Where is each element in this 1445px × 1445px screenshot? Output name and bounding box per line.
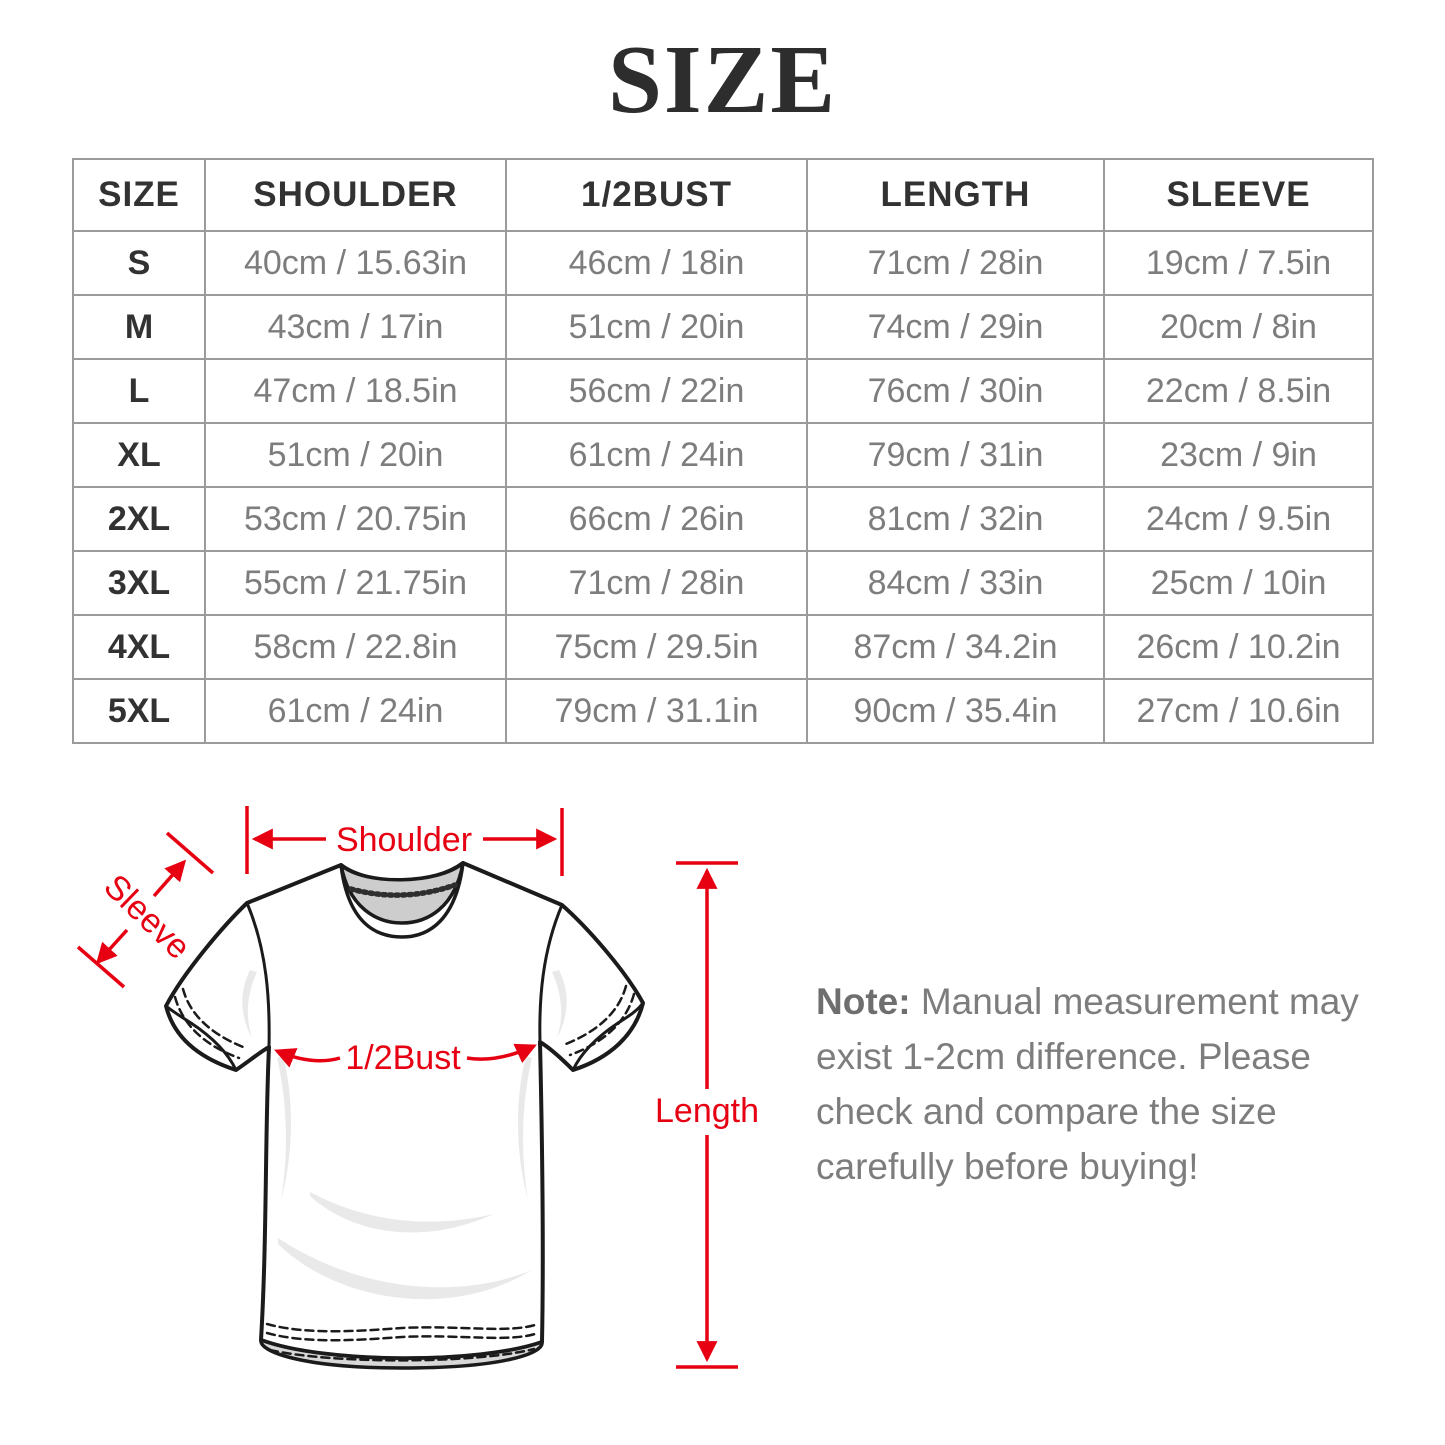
note bbox=[816, 974, 1376, 1194]
column-header-sleeve: SLEEVE bbox=[1104, 159, 1373, 231]
shoulder-label: Shoulder bbox=[335, 821, 473, 859]
table-row bbox=[73, 231, 1373, 295]
size-cell: 3XL bbox=[73, 551, 205, 615]
tshirt-graphic bbox=[166, 863, 643, 1368]
sleeve-label: Sleeve bbox=[96, 867, 198, 967]
sleeve-arrow-upper bbox=[154, 862, 184, 896]
value-cell: 46cm / 18in bbox=[506, 231, 807, 295]
table-header-row bbox=[73, 159, 1373, 231]
size-cell: XL bbox=[73, 423, 205, 487]
value-cell: 51cm / 20in bbox=[205, 423, 506, 487]
table-row bbox=[73, 359, 1373, 423]
size-cell: 5XL bbox=[73, 679, 205, 743]
page-title: SIZE bbox=[607, 26, 838, 133]
tshirt-size-diagram bbox=[70, 800, 780, 1430]
table-row bbox=[73, 295, 1373, 359]
column-header-shoulder: SHOULDER bbox=[205, 159, 506, 231]
note-label: Note: bbox=[816, 981, 911, 1022]
value-cell: 55cm / 21.75in bbox=[205, 551, 506, 615]
value-cell: 87cm / 34.2in bbox=[807, 615, 1104, 679]
value-cell: 53cm / 20.75in bbox=[205, 487, 506, 551]
value-cell: 56cm / 22in bbox=[506, 359, 807, 423]
size-cell: L bbox=[73, 359, 205, 423]
value-cell: 75cm / 29.5in bbox=[506, 615, 807, 679]
value-cell: 23cm / 9in bbox=[1104, 423, 1373, 487]
tshirt-image bbox=[70, 800, 780, 1430]
value-cell: 25cm / 10in bbox=[1104, 551, 1373, 615]
size-cell: 4XL bbox=[73, 615, 205, 679]
value-cell: 43cm / 17in bbox=[205, 295, 506, 359]
size-cell: 2XL bbox=[73, 487, 205, 551]
column-header-half-bust: 1/2BUST bbox=[506, 159, 807, 231]
table-row bbox=[73, 679, 1373, 743]
table-row bbox=[73, 551, 1373, 615]
column-header-size: SIZE bbox=[73, 159, 205, 231]
value-cell: 19cm / 7.5in bbox=[1104, 231, 1373, 295]
value-cell: 76cm / 30in bbox=[807, 359, 1104, 423]
value-cell: 71cm / 28in bbox=[506, 551, 807, 615]
value-cell: 47cm / 18.5in bbox=[205, 359, 506, 423]
half-bust-label: 1/2Bust bbox=[345, 1039, 461, 1077]
value-cell: 84cm / 33in bbox=[807, 551, 1104, 615]
size-cell: S bbox=[73, 231, 205, 295]
column-header-length: LENGTH bbox=[807, 159, 1104, 231]
length-label: Length bbox=[655, 1092, 759, 1130]
sleeve-tick-lower bbox=[78, 947, 124, 987]
value-cell: 81cm / 32in bbox=[807, 487, 1104, 551]
value-cell: 26cm / 10.2in bbox=[1104, 615, 1373, 679]
length-measure bbox=[655, 863, 759, 1367]
table-row bbox=[73, 615, 1373, 679]
value-cell: 20cm / 8in bbox=[1104, 295, 1373, 359]
value-cell: 79cm / 31.1in bbox=[506, 679, 807, 743]
shoulder-measure bbox=[247, 806, 562, 876]
value-cell: 74cm / 29in bbox=[807, 295, 1104, 359]
table-row bbox=[73, 423, 1373, 487]
value-cell: 24cm / 9.5in bbox=[1104, 487, 1373, 551]
note-text: Manual measurement may exist 1-2cm difference. Please check and compare the size carefully before buying! bbox=[816, 981, 1359, 1187]
value-cell: 90cm / 35.4in bbox=[807, 679, 1104, 743]
value-cell: 22cm / 8.5in bbox=[1104, 359, 1373, 423]
sleeve-tick-upper bbox=[167, 833, 213, 873]
value-cell: 79cm / 31in bbox=[807, 423, 1104, 487]
table-row bbox=[73, 487, 1373, 551]
value-cell: 66cm / 26in bbox=[506, 487, 807, 551]
size-cell: M bbox=[73, 295, 205, 359]
value-cell: 40cm / 15.63in bbox=[205, 231, 506, 295]
value-cell: 58cm / 22.8in bbox=[205, 615, 506, 679]
value-cell: 71cm / 28in bbox=[807, 231, 1104, 295]
value-cell: 51cm / 20in bbox=[506, 295, 807, 359]
value-cell: 61cm / 24in bbox=[205, 679, 506, 743]
size-table bbox=[72, 158, 1374, 744]
value-cell: 61cm / 24in bbox=[506, 423, 807, 487]
value-cell: 27cm / 10.6in bbox=[1104, 679, 1373, 743]
sleeve-arrow-lower bbox=[98, 930, 127, 962]
